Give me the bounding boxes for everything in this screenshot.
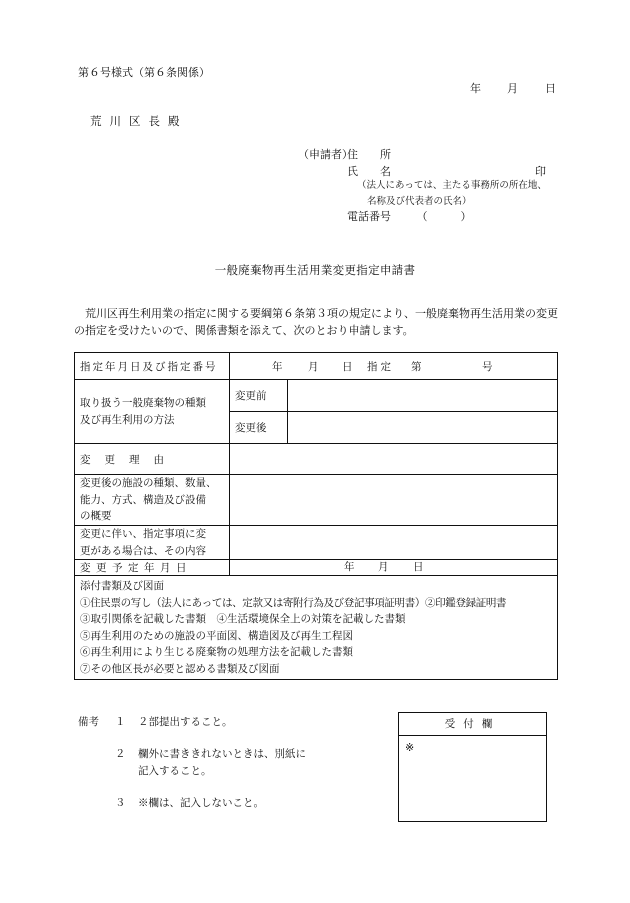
remark-2: [78, 746, 358, 763]
planned-date-label: 変更予定年月日: [75, 560, 230, 576]
designation-value: [230, 353, 558, 380]
planned-month: 月: [378, 561, 389, 573]
facility-label-line-2: 能力、方式、構造及び設備: [80, 493, 206, 506]
reason-label: 変更理由: [75, 444, 230, 475]
phone-row: [347, 208, 472, 224]
attachment-item: ⑦その他区長が必要と認める書類及び図面: [80, 662, 280, 675]
receipt-box: [398, 712, 547, 822]
designation-day: 日: [342, 361, 353, 373]
designation-number-suffix: 号: [482, 361, 493, 373]
after-change-field[interactable]: [288, 412, 558, 444]
attachment-item: ⑤再生利用のための施設の平面図、構造図及び再生工程図: [80, 629, 353, 642]
remark-1-number: １: [115, 716, 126, 728]
planned-day: 日: [413, 561, 424, 573]
applicant-note: [357, 178, 567, 210]
addressee: 荒川区長殿: [90, 114, 188, 128]
accompanying-change-line-1: 変更に伴い、指定事項に変: [80, 528, 206, 540]
planned-year: 年: [344, 561, 355, 573]
reason-row: [75, 444, 558, 475]
date-line: [470, 80, 556, 96]
facility-label-line-1: 変更後の施設の種類、数量、: [80, 477, 217, 490]
designation-number-prefix: 第: [411, 361, 422, 373]
application-statement: 荒川区再生利用業の指定に関する要綱第６条第３項の規定により、一般廃棄物再生活用業の変更の指定を受けたいので、関係書類を添えて、次のとおり申請します。: [74, 307, 558, 337]
planned-date-row: [75, 560, 558, 576]
facility-label: [75, 475, 230, 526]
remark-1-text: ２部提出すること。: [138, 716, 233, 728]
before-change-field[interactable]: [288, 380, 558, 412]
remark-1: [78, 714, 358, 731]
waste-type-before-row: [75, 380, 558, 412]
receipt-mark: ※: [405, 741, 415, 754]
date-month: 月: [507, 82, 518, 95]
note-line-1: （法人にあっては、主たる事務所の所在地、: [357, 180, 547, 191]
waste-type-label: [75, 380, 230, 444]
attachments-row: [75, 576, 558, 680]
remark-2-text: 欄外に書ききれないときは、別紙に: [138, 748, 306, 760]
waste-type-label-line-2: 及び再生利用の方法: [80, 413, 175, 426]
form-number: 第６号様式（第６条関係）: [78, 66, 210, 79]
application-table: [74, 352, 558, 680]
designation-row: [75, 353, 558, 380]
accompanying-change-field[interactable]: [230, 526, 558, 560]
designation-month: 月: [308, 361, 319, 373]
receipt-header: 受付欄: [399, 713, 546, 736]
remark-3: [78, 795, 358, 812]
designation-year: 年: [272, 361, 283, 373]
planned-date-field[interactable]: [230, 560, 558, 576]
waste-type-label-line-1: 取り扱う一般廃棄物の種類: [80, 396, 206, 409]
remarks-label: 備考: [78, 716, 99, 728]
date-day: 日: [545, 82, 556, 95]
remark-2-text-line-2: 記入すること。: [138, 765, 212, 777]
note-line-2: 名称及び代表者の氏名）: [367, 196, 472, 207]
before-change-label: 変更前: [230, 380, 288, 412]
remark-3-number: ３: [115, 797, 126, 809]
facility-label-line-3: の概要: [80, 510, 112, 523]
document-title: 一般廃棄物再生活用業変更指定申請書: [214, 263, 416, 277]
remarks-block: [78, 714, 358, 812]
date-year: 年: [470, 82, 481, 95]
facility-field[interactable]: [230, 475, 558, 526]
attachment-item: ③取引関係を記載した書類 ④生活環境保全上の対策を記載した書類: [80, 613, 406, 625]
after-change-label: 変更後: [230, 412, 288, 444]
address-label: 住 所: [347, 148, 391, 161]
applicant-address-row: [298, 146, 558, 163]
attachments-list: [75, 576, 558, 680]
remark-3-text: ※欄は、記入しないこと。: [138, 797, 264, 809]
attachment-item: ⑥再生利用により生じる廃棄物の処理方法を記載した書類: [80, 646, 353, 658]
designation-text: 指定: [367, 361, 394, 373]
attachment-item: ①住民票の写し（法人にあっては、定款又は寄附行為及び登記事項証明書）②印鑑登録証明書: [80, 596, 507, 609]
applicant-role-label: （申請者）: [298, 148, 353, 161]
designation-label: 指定年月日及び指定番号: [75, 353, 230, 380]
facility-row: [75, 475, 558, 526]
reason-field[interactable]: [230, 444, 558, 475]
accompanying-change-row: [75, 526, 558, 560]
accompanying-change-line-2: 更がある場合は、その内容: [80, 544, 206, 557]
accompanying-change-label: [75, 526, 230, 560]
remark-2-number: ２: [115, 748, 126, 760]
applicant-block: [298, 146, 558, 180]
attachments-heading: 添付書類及び図面: [80, 580, 164, 592]
phone-paren: （ ）: [416, 210, 472, 223]
name-label: 氏 名: [347, 165, 391, 178]
phone-label: 電話番号: [347, 210, 391, 223]
seal-mark: 印: [535, 165, 546, 178]
remark-2-continued: [78, 763, 358, 780]
